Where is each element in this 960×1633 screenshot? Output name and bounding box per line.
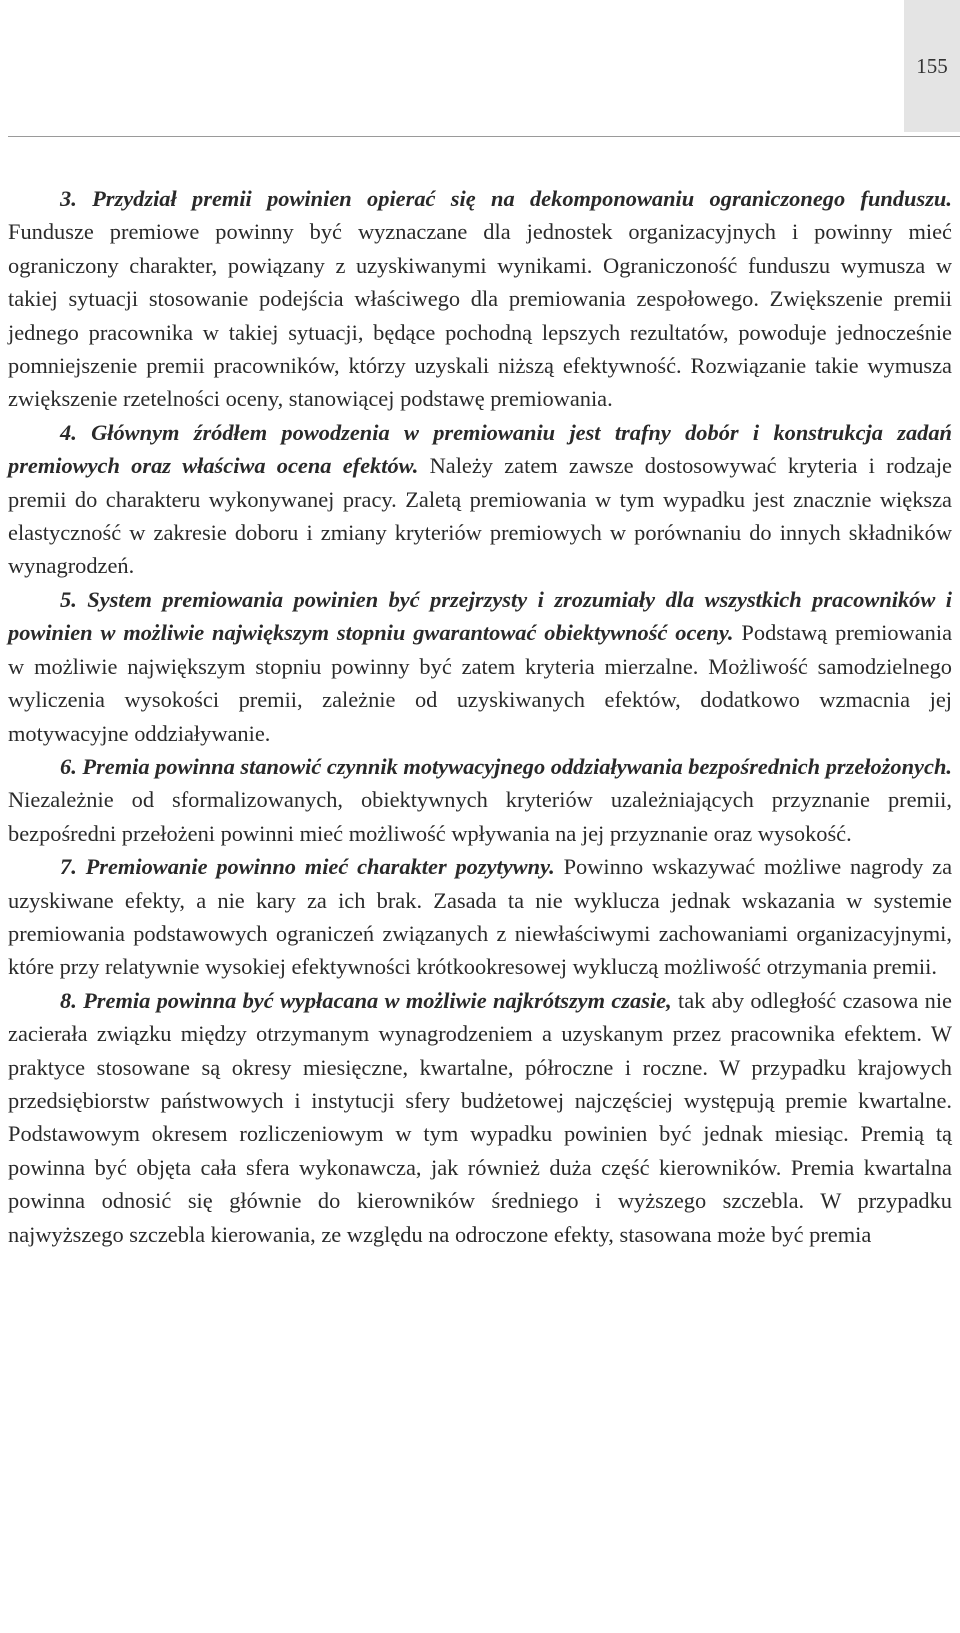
paragraph-body: Podstawą premiowania w możliwie największym stopniu powinny być zatem kryteria mierzalne. Możliwość samodzielnego wyliczenia wysokości premii, zależnie od uzyskiwanych efektów, dodatkowo wzmacnia jej motywacyjne oddziaływanie.	[8, 620, 953, 746]
paragraph-lead: 6. Premia powinna stanowić czynnik motywacyjnego oddziaływania bezpośrednich przełożonych.	[60, 753, 952, 779]
paragraph-body: tak aby odległość czasowa nie zacierała związku między otrzymanym wynagrodzeniem a uzyskanym przez pracownika efektem. W praktyce stosowane są okresy miesięczne, kwartalne, półroczne i roczne. W przypadku krajowych przedsiębiorstw państwowych i instytucji sfery budżetowej najczęściej występują premie kwartalne. Podstawowym okresem rozliczeniowym w tym wypadku powinien być jednak miesiąc. Premią tą powinna być objęta cała sfera wykonawcza, jak również duża część kierowników. Premia kwartalna powinna odnosić się głównie do kierowników średniego i wyższego szczebla. W przypadku najwyższego szczebla kierowania, ze względu na odroczone efekty, stasowana może być premia	[8, 987, 953, 1247]
page-number-tab	[904, 0, 960, 132]
paragraph-lead: 4. Głównym źródłem powodzenia w premiowaniu jest trafny dobór i konstrukcja zadań premiowych oraz właściwa ocena efektów.	[8, 419, 952, 479]
header-rule	[8, 136, 960, 137]
paragraph-point-4	[8, 416, 952, 583]
paragraph-point-3	[8, 182, 952, 416]
paragraph-lead: 3. Przydział premii powinien opierać się na dekomponowaniu ograniczonego funduszu.	[60, 186, 952, 211]
paragraph-lead: 8. Premia powinna być wypłacana w możliwie najkrótszym czasie,	[60, 987, 672, 1013]
page-body	[8, 182, 952, 1251]
paragraph-body: Fundusze premiowe powinny być wyznaczane dla jednostek organizacyjnych i powinny mieć ograniczony charakter, powiązany z uzyskiwanymi wynikami. Ograniczoność funduszu wymusza w takiej sytuacji stosowanie podejścia właściwego dla premiowania zespołowego. Zwiększenie premii jednego pracownika w takiej sytuacji, będące pochodną lepszych rezultatów, powoduje jednocześnie pomniejszenie premii pracowników, którzy uzyskali niższą efektywność. Rozwiązanie takie wymusza zwiększenie rzetelności oceny, stanowiącej podstawę premiowania.	[8, 219, 952, 412]
paragraph-body: Powinno wskazywać możliwe nagrody za uzyskiwane efekty, a nie kary za ich brak. Zasada ta nie wyklucza jednak wskazania w systemie premiowania podstawowych ograniczeń związanych z niewłaściwymi zachowaniami organizacyjnymi, które przy relatywnie wysokiej efektywności krótkookresowej wykluczą możliwość otrzymania premii.	[8, 854, 953, 980]
paragraph-point-6	[8, 750, 952, 850]
paragraph-body: Należy zatem zawsze dostosowywać kryteria i rodzaje premii do charakteru wykonywanej pracy. Zaletą premiowania w tym wypadku jest znacznie większa elastyczność w zakresie doboru i zmiany kryteriów premiowych w porównaniu do innych składników wynagrodzeń.	[8, 453, 952, 579]
paragraph-lead: 7. Premiowanie powinno mieć charakter pozytywny.	[60, 854, 555, 880]
paragraph-point-8	[8, 984, 952, 1251]
paragraph-point-7	[8, 850, 952, 984]
paragraph-point-5	[8, 583, 952, 750]
paragraph-body: Niezależnie od sformalizowanych, obiektywnych kryteriów uzależniających przyznanie premii, bezpośredni przełożeni powinni mieć możliwość wpływania na jej przyznanie oraz wysokość.	[8, 787, 952, 846]
page-number: 155	[916, 53, 948, 78]
paragraph-lead: 5. System premiowania powinien być przejrzysty i zrozumiały dla wszystkich pracowników i powinien w możliwie największym stopniu gwarantować obiektywność oceny.	[8, 586, 952, 646]
